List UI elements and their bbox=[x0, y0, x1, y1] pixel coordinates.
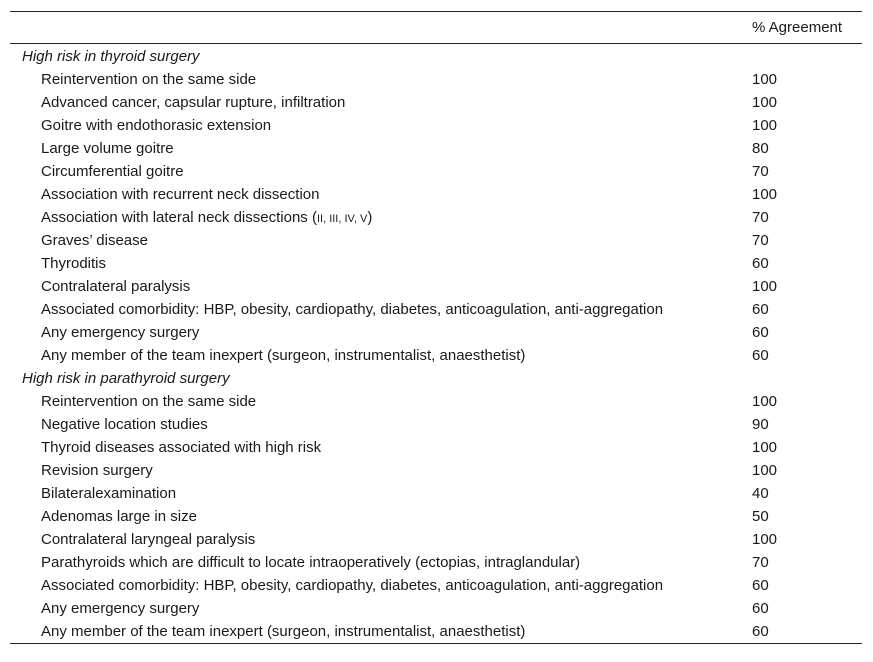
row-label: Any emergency surgery bbox=[41, 600, 200, 617]
row-value: 100 bbox=[752, 531, 778, 548]
section-title: High risk in parathyroid surgery bbox=[22, 370, 230, 387]
row-label: Circumferential goitre bbox=[41, 163, 184, 180]
row-value: 100 bbox=[752, 278, 778, 295]
table-row bbox=[10, 551, 862, 574]
table-row bbox=[10, 114, 862, 137]
table-row bbox=[10, 321, 862, 344]
table-row bbox=[10, 91, 862, 114]
table-row bbox=[10, 528, 862, 551]
row-value: 70 bbox=[752, 554, 769, 571]
table-row bbox=[10, 505, 862, 528]
section-title: High risk in thyroid surgery bbox=[22, 48, 200, 65]
row-value: 80 bbox=[752, 140, 769, 157]
row-value: 100 bbox=[752, 393, 778, 410]
row-label: Contralateral laryngeal paralysis bbox=[41, 531, 256, 548]
row-label: Bilateralexamination bbox=[41, 485, 177, 502]
table-row bbox=[10, 206, 862, 229]
table-row bbox=[10, 620, 862, 643]
row-label: Adenomas large in size bbox=[41, 508, 197, 525]
row-value: 60 bbox=[752, 600, 769, 617]
table-row bbox=[10, 574, 862, 597]
section-header-thyroid bbox=[10, 45, 862, 68]
column-header-agreement: % Agreement bbox=[752, 19, 843, 36]
row-value: 60 bbox=[752, 324, 769, 341]
row-value: 60 bbox=[752, 255, 769, 272]
table-row bbox=[10, 413, 862, 436]
row-value: 90 bbox=[752, 416, 769, 433]
row-label: Thyroid diseases associated with high risk bbox=[41, 439, 322, 456]
row-value: 100 bbox=[752, 462, 778, 479]
table-row bbox=[10, 344, 862, 367]
row-label-start: Association with lateral neck dissections ( bbox=[41, 209, 317, 226]
row-label-end: ) bbox=[367, 209, 373, 226]
row-value: 70 bbox=[752, 209, 769, 226]
table-row bbox=[10, 275, 862, 298]
roman-numerals: II, III, IV, V bbox=[316, 213, 368, 225]
row-label: Associated comorbidity: HBP, obesity, cardiopathy, diabetes, anticoagulation, anti-aggregation bbox=[41, 301, 664, 318]
row-label bbox=[41, 206, 372, 231]
row-label: Association with recurrent neck dissection bbox=[41, 186, 320, 203]
table-row bbox=[10, 137, 862, 160]
row-value: 100 bbox=[752, 71, 778, 88]
row-label: Any member of the team inexpert (surgeon, instrumentalist, anaesthetist) bbox=[41, 623, 526, 640]
row-value: 100 bbox=[752, 186, 778, 203]
table-row bbox=[10, 482, 862, 505]
table-header-row bbox=[10, 12, 862, 44]
table-row bbox=[10, 160, 862, 183]
row-value: 70 bbox=[752, 163, 769, 180]
table-row bbox=[10, 68, 862, 91]
row-label: Any emergency surgery bbox=[41, 324, 200, 341]
row-label: Thyroditis bbox=[41, 255, 107, 272]
row-value: 70 bbox=[752, 232, 769, 249]
row-label: Parathyroids which are difficult to locate intraoperatively (ectopias, intraglandular) bbox=[41, 554, 581, 571]
row-value: 100 bbox=[752, 117, 778, 134]
agreement-table bbox=[10, 11, 862, 644]
row-value: 100 bbox=[752, 439, 778, 456]
row-label: Large volume goitre bbox=[41, 140, 174, 157]
row-value: 60 bbox=[752, 347, 769, 364]
row-label: Associated comorbidity: HBP, obesity, cardiopathy, diabetes, anticoagulation, anti-aggregation bbox=[41, 577, 664, 594]
row-label: Graves’ disease bbox=[41, 232, 148, 249]
row-value: 50 bbox=[752, 508, 769, 525]
row-value: 40 bbox=[752, 485, 769, 502]
table-row bbox=[10, 298, 862, 321]
table-row bbox=[10, 459, 862, 482]
table-row bbox=[10, 390, 862, 413]
row-label: Reintervention on the same side bbox=[41, 393, 257, 410]
table-row bbox=[10, 183, 862, 206]
row-label: Goitre with endothorasic extension bbox=[41, 117, 272, 134]
row-label: Advanced cancer, capsular rupture, infiltration bbox=[41, 94, 346, 111]
table-row bbox=[10, 436, 862, 459]
table-row bbox=[10, 597, 862, 620]
row-label: Any member of the team inexpert (surgeon, instrumentalist, anaesthetist) bbox=[41, 347, 526, 364]
row-value: 100 bbox=[752, 94, 778, 111]
row-label: Reintervention on the same side bbox=[41, 71, 257, 88]
row-value: 60 bbox=[752, 577, 769, 594]
row-value: 60 bbox=[752, 623, 769, 640]
table-row bbox=[10, 229, 862, 252]
row-label: Contralateral paralysis bbox=[41, 278, 191, 295]
table-row bbox=[10, 252, 862, 275]
row-value: 60 bbox=[752, 301, 769, 318]
row-label: Negative location studies bbox=[41, 416, 208, 433]
row-label: Revision surgery bbox=[41, 462, 153, 479]
section-header-parathyroid bbox=[10, 367, 862, 390]
